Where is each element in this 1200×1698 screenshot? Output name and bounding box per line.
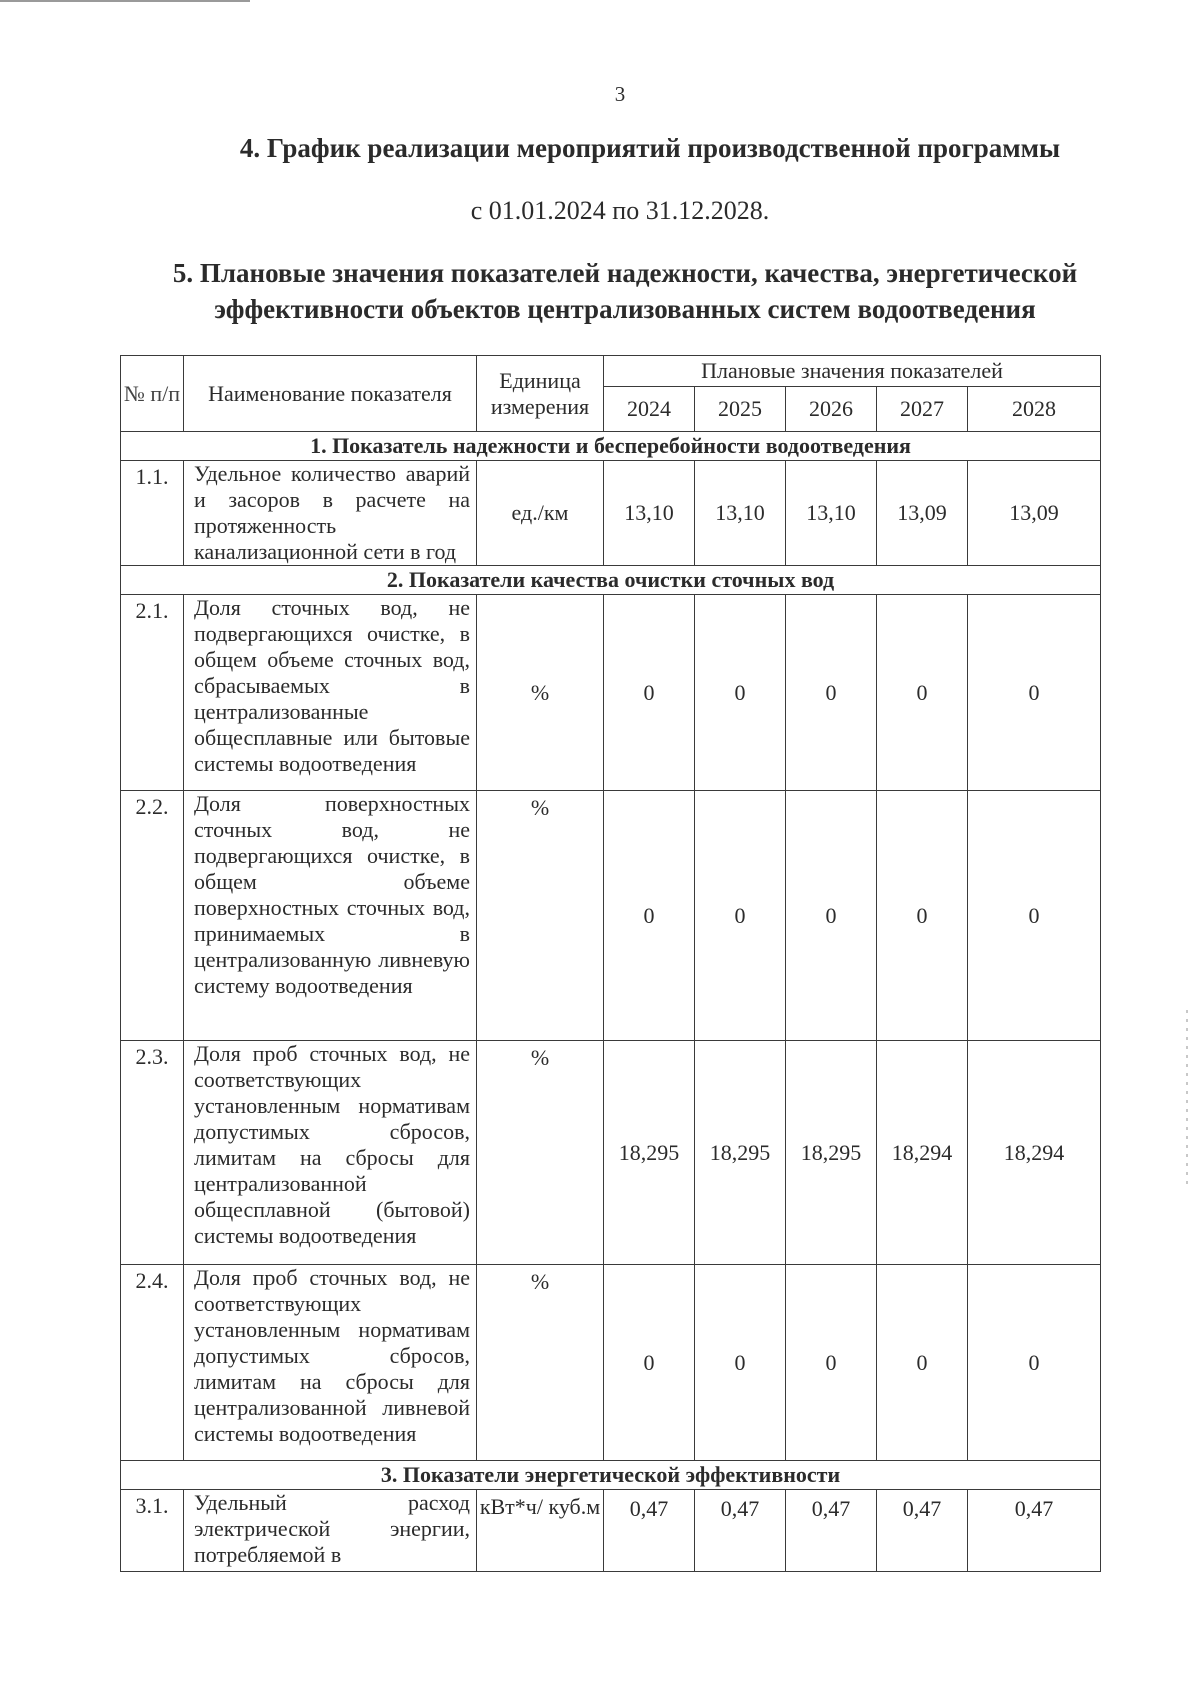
header-year-2026: 2026	[786, 387, 877, 432]
section-5-heading-line-1: 5. Плановые значения показателей надежности, качества, энергетической	[172, 258, 1078, 288]
page-number: 3	[614, 82, 626, 106]
section-row-3	[121, 1461, 1101, 1490]
header-name: Наименование показателя	[184, 356, 477, 432]
value-2025: 0	[695, 595, 786, 791]
row-number: 2.2.	[121, 791, 184, 1041]
value-2024: 13,10	[604, 461, 695, 566]
indicator-name: Доля проб сточных вод, не соответствующих установленным нормативам допустимых сбросов, лимитам на сбросы для централизованной ливневой системы водоотведения	[184, 1265, 477, 1461]
scan-top-rule	[0, 0, 250, 2]
value-2025: 0	[695, 791, 786, 1041]
table-row	[121, 595, 1101, 791]
header-year-2028: 2028	[968, 387, 1101, 432]
value-2024: 0	[604, 791, 695, 1041]
table-row	[121, 791, 1101, 1041]
value-2024: 0	[604, 1265, 695, 1461]
value-2027: 0	[877, 1265, 968, 1461]
header-year-2027: 2027	[877, 387, 968, 432]
table-row	[121, 1490, 1101, 1572]
value-2028: 0	[968, 1265, 1101, 1461]
section-5-heading-line-2: эффективности объектов централизованных систем водоотведения	[214, 294, 1036, 324]
value-2028: 13,09	[968, 461, 1101, 566]
section-4-heading: 4. График реализации мероприятий производственной программы	[239, 133, 1061, 163]
row-number: 2.4.	[121, 1265, 184, 1461]
value-2024: 18,295	[604, 1041, 695, 1265]
value-2025: 18,295	[695, 1041, 786, 1265]
section-title-energy-efficiency: 3. Показатели энергетической эффективности	[121, 1461, 1101, 1490]
value-2028: 0	[968, 791, 1101, 1041]
indicator-name: Удельное количество аварий и засоров в расчете на протяженность канализационной сети в год	[184, 461, 477, 566]
value-2026: 0,47	[786, 1490, 877, 1572]
value-2026: 0	[786, 595, 877, 791]
program-period: с 01.01.2024 по 31.12.2028.	[470, 196, 770, 225]
value-2026: 0	[786, 1265, 877, 1461]
header-row-1	[121, 356, 1101, 387]
value-2026: 18,295	[786, 1041, 877, 1265]
indicator-unit: %	[477, 1041, 604, 1265]
section-row-2	[121, 566, 1101, 595]
header-year-2025: 2025	[695, 387, 786, 432]
value-2028: 18,294	[968, 1041, 1101, 1265]
value-2027: 0,47	[877, 1490, 968, 1572]
row-number: 2.1.	[121, 595, 184, 791]
value-2025: 13,10	[695, 461, 786, 566]
value-2026: 0	[786, 791, 877, 1041]
indicator-name: Доля поверхностных сточных вод, не подвергающихся очистке, в общем объеме поверхностных сточных вод, принимаемых в централизованную ливневую систему водоотведения	[184, 791, 477, 1041]
header-plan-values: Плановые значения показателей	[604, 356, 1101, 387]
indicator-unit: %	[477, 791, 604, 1041]
indicator-unit: ед./км	[477, 461, 604, 566]
value-2026: 13,10	[786, 461, 877, 566]
scan-edge-marks	[1186, 1010, 1188, 1190]
indicator-unit: кВт*ч/ куб.м	[477, 1490, 604, 1572]
value-2028: 0	[968, 595, 1101, 791]
indicator-unit: %	[477, 1265, 604, 1461]
row-number: 2.3.	[121, 1041, 184, 1265]
header-unit: Единица измерения	[477, 356, 604, 432]
header-num: № п/п	[121, 356, 184, 432]
section-5-heading	[130, 255, 1120, 327]
section-title-reliability: 1. Показатель надежности и бесперебойности водоотведения	[121, 432, 1101, 461]
row-number: 1.1.	[121, 461, 184, 566]
header-year-2024: 2024	[604, 387, 695, 432]
value-2024: 0	[604, 595, 695, 791]
value-2027: 0	[877, 791, 968, 1041]
indicator-name: Доля проб сточных вод, не соответствующих установленным нормативам допустимых сбросов, лимитам на сбросы для централизованной общесплавной (бытовой) системы водоотведения	[184, 1041, 477, 1265]
section-title-treatment-quality: 2. Показатели качества очистки сточных вод	[121, 566, 1101, 595]
indicators-table	[120, 355, 1101, 1572]
section-row-1	[121, 432, 1101, 461]
value-2027: 0	[877, 595, 968, 791]
indicator-name: Удельный расход электрической энергии, потребляемой в	[184, 1490, 477, 1572]
indicator-unit: %	[477, 595, 604, 791]
value-2025: 0,47	[695, 1490, 786, 1572]
indicator-name: Доля сточных вод, не подвергающихся очистке, в общем объеме сточных вод, сбрасываемых в централизованные общесплавные или бытовые системы водоотведения	[184, 595, 477, 791]
value-2025: 0	[695, 1265, 786, 1461]
value-2027: 18,294	[877, 1041, 968, 1265]
table-row	[121, 1041, 1101, 1265]
value-2028: 0,47	[968, 1490, 1101, 1572]
table-row	[121, 461, 1101, 566]
table-row	[121, 1265, 1101, 1461]
value-2027: 13,09	[877, 461, 968, 566]
row-number: 3.1.	[121, 1490, 184, 1572]
value-2024: 0,47	[604, 1490, 695, 1572]
